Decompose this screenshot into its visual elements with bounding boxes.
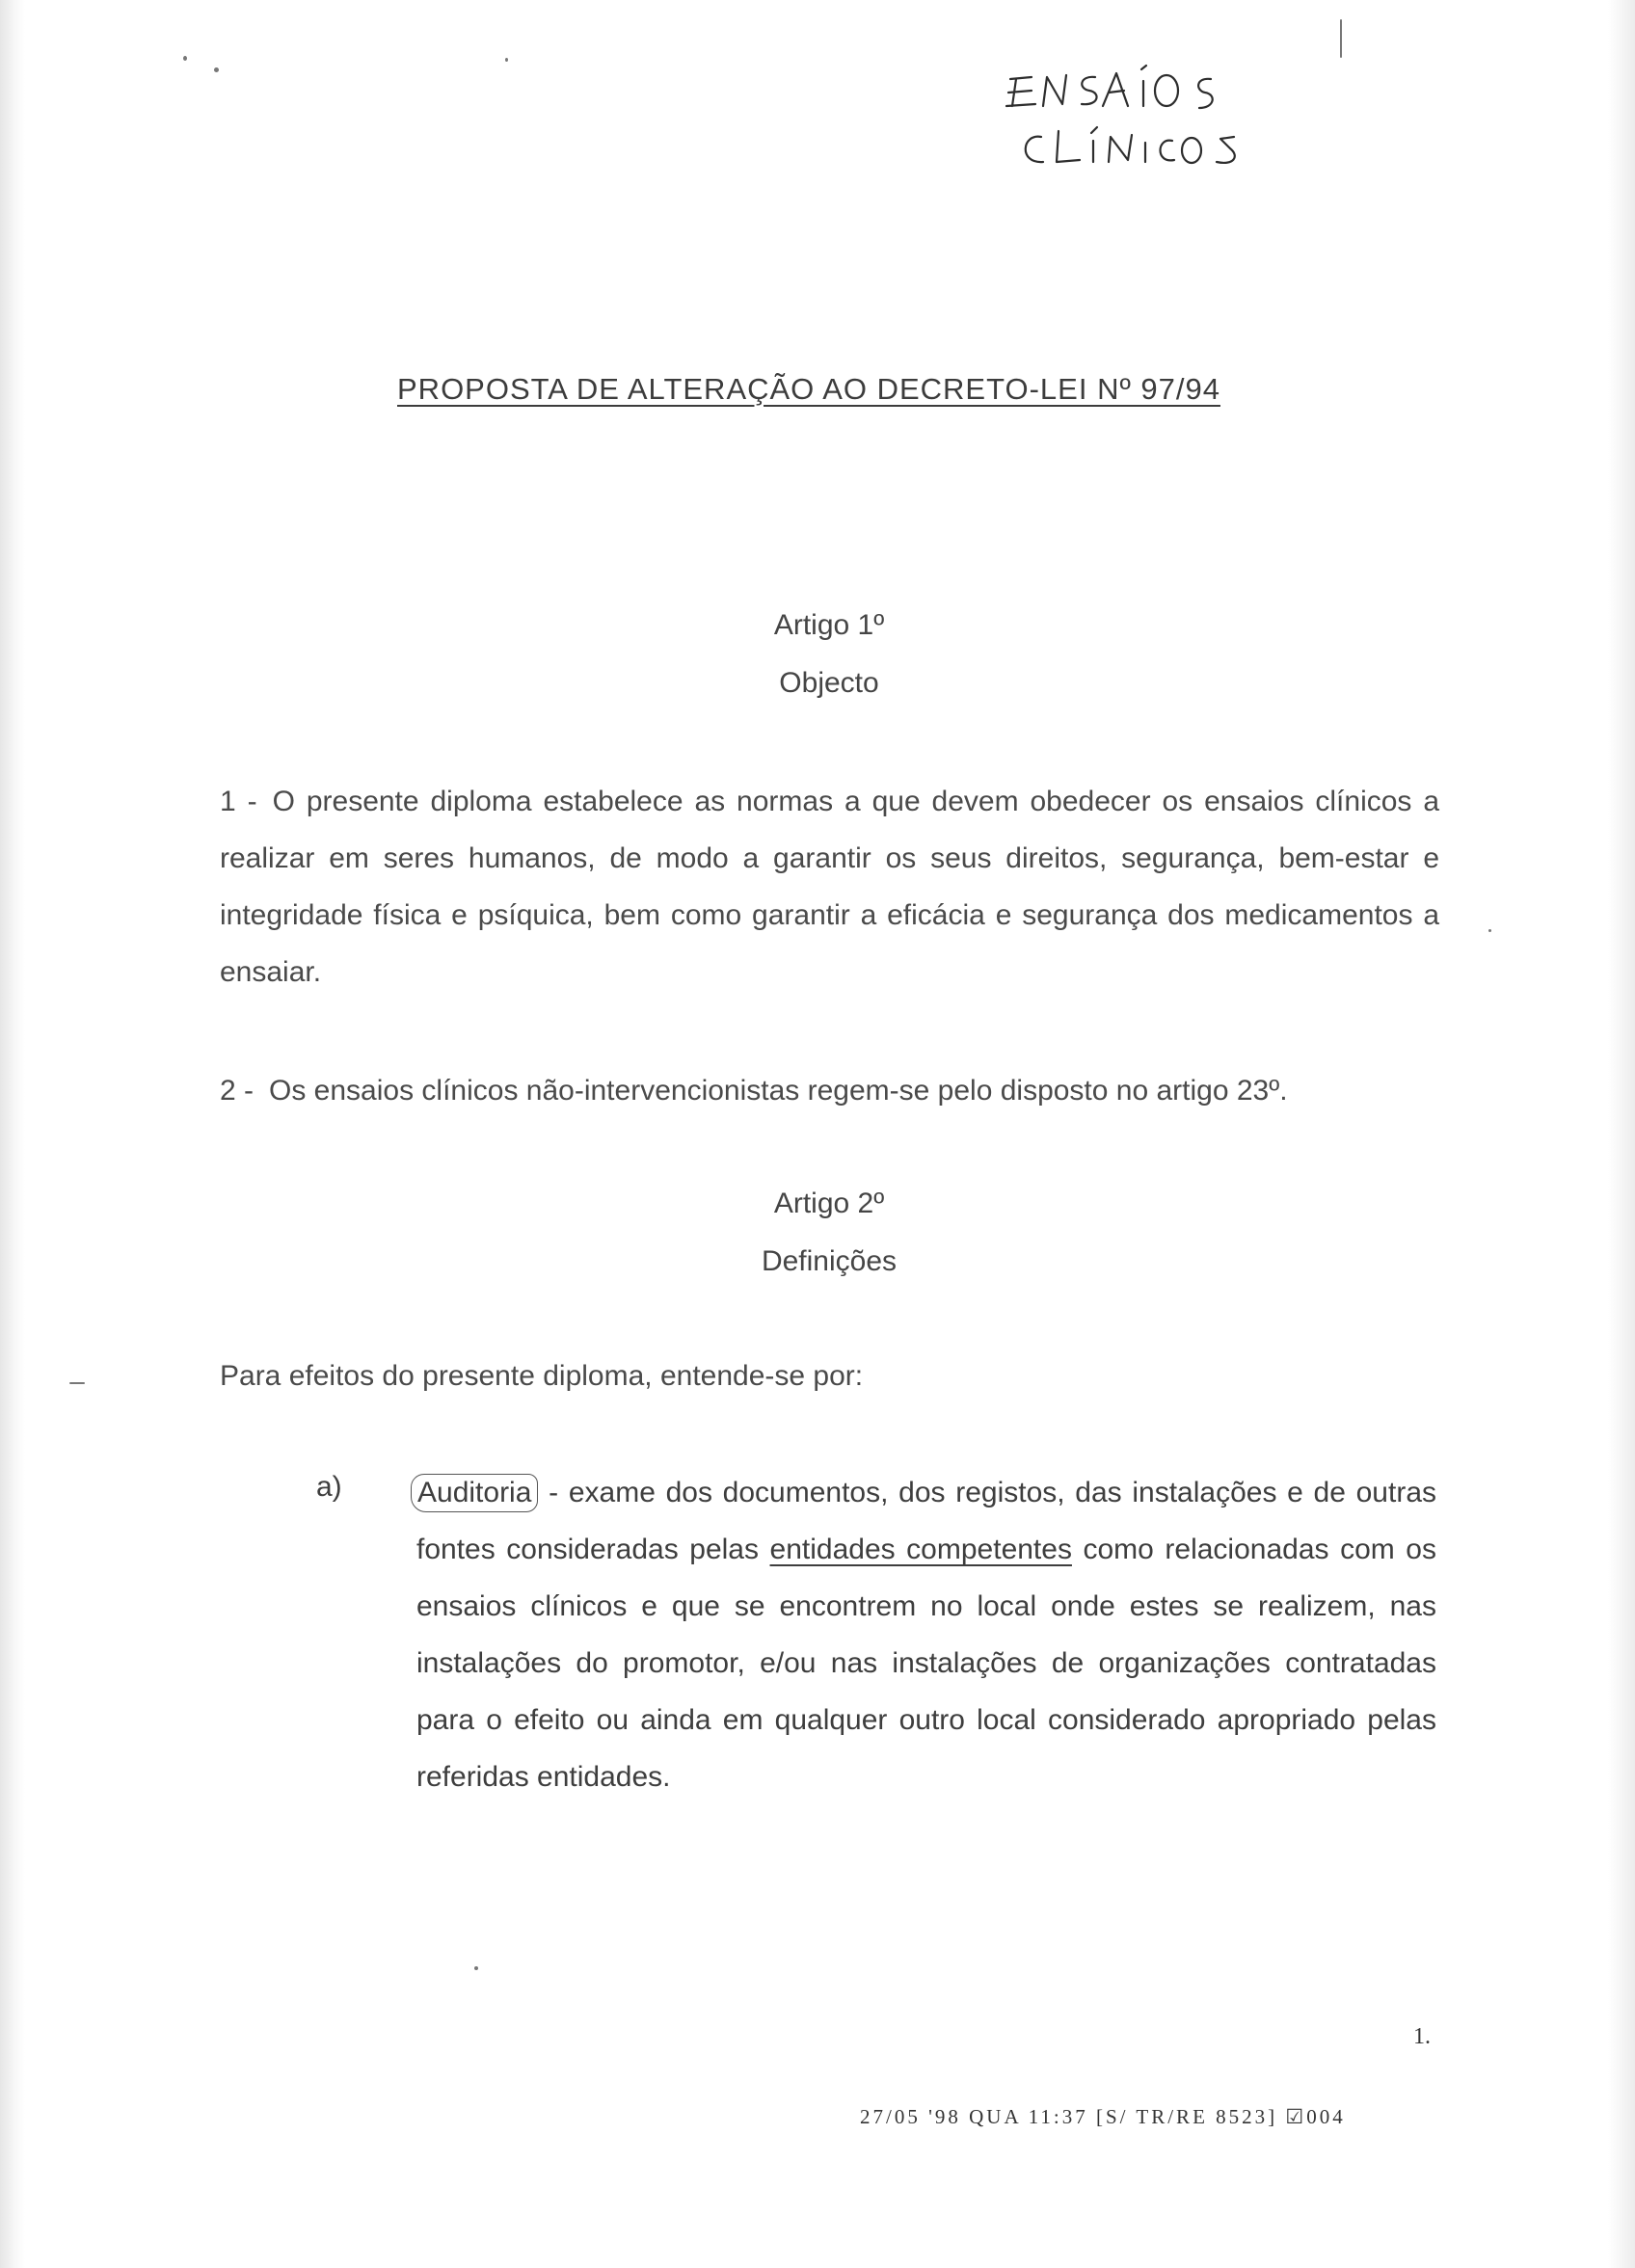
scan-shadow-left: [0, 0, 25, 2268]
paragraph-number: 1 -: [220, 786, 257, 817]
intro-text: Para efeitos do presente diploma, entende-se por:: [220, 1360, 864, 1392]
scan-speck: [183, 56, 187, 61]
article-1-paragraph-1: [220, 773, 1439, 1001]
underlined-phrase: entidades competentes: [769, 1534, 1072, 1565]
definition-item-label: a): [316, 1471, 342, 1503]
term-separator: -: [549, 1477, 559, 1508]
article-2-subheading: Definições: [761, 1245, 898, 1277]
page-number: 1.: [1413, 2024, 1431, 2049]
article-1-paragraph-2: [220, 1062, 1473, 1119]
scan-speck: [1340, 19, 1342, 58]
paragraph-number: 2 -: [220, 1075, 255, 1107]
scan-speck: [505, 58, 508, 62]
scan-speck: [69, 1382, 85, 1384]
definition-text-part-1: exame dos documentos, dos registos, das instalações e de outras fontes consideradas pelas: [416, 1477, 1437, 1565]
document-title: PROPOSTA DE ALTERAÇÃO AO DECRETO-LEI Nº 97/94: [397, 372, 1220, 406]
definition-item-body: [416, 1464, 1436, 1805]
definitions-intro: [220, 1347, 1473, 1404]
scan-speck: [1488, 929, 1491, 932]
circled-term: Auditoria: [411, 1474, 538, 1512]
handwritten-annotation: [1003, 60, 1369, 195]
scan-speck: [214, 67, 219, 72]
paragraph-text: Os ensaios clínicos não-intervencionistas regem-se pelo disposto no artigo 23º.: [269, 1075, 1288, 1107]
article-1-heading: Artigo 1º: [773, 609, 885, 641]
article-2-heading: Artigo 2º: [773, 1187, 885, 1219]
scan-speck: [474, 1966, 478, 1970]
fax-transmission-footer: 27/05 '98 QUA 11:37 [S/ TR/RE 8523] ☑004: [860, 2105, 1346, 2128]
definition-text-part-2: como relacionadas com os ensaios clínicos e que se encontrem no local onde estes se realizem, nas instalações do promotor, e/ou nas instalações de organizações contratadas para o efeito ou ainda em qualquer outro local considerado apropriado pelas referidas entidades.: [416, 1534, 1436, 1793]
scan-shadow-right: [1608, 0, 1635, 2268]
article-1-subheading: Objecto: [779, 667, 879, 699]
paragraph-text: O presente diploma estabelece as normas a que devem obedecer os ensaios clínicos a realizar em seres humanos, de modo a garantir os seus direitos, segurança, bem-estar e integridade física e psíquica, bem como garantir a eficácia e segurança dos medicamentos a ensaiar.: [220, 786, 1440, 988]
